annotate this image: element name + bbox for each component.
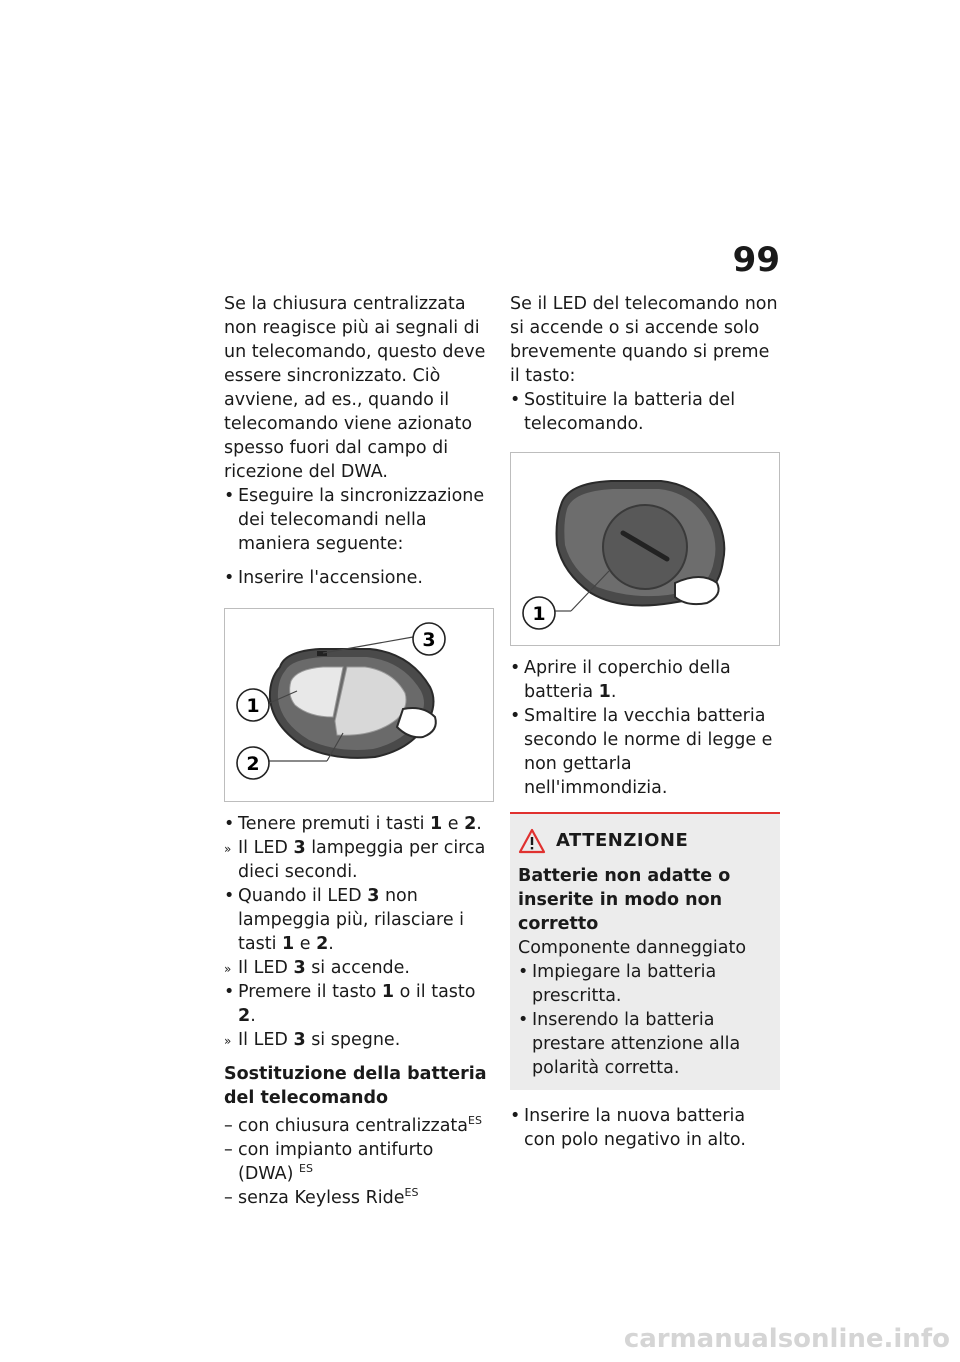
warning-title: ATTENZIONE: [556, 830, 689, 851]
key-fob-figure: [224, 608, 494, 802]
bullet-insert-battery: • Inserire la nuova batteria con polo negativo in alto.: [510, 1106, 746, 1150]
battery-cover-figure: [510, 452, 780, 646]
bullet-marker: »: [224, 1034, 232, 1048]
sync-steps: [224, 812, 490, 1052]
bullet-sync: • Eseguire la sincronizzazione dei telecomandi nella maniera seguente:: [224, 486, 485, 554]
bullet-open-cover: • Aprire il coperchio della batteria 1.: [510, 658, 731, 702]
equipment-item: – con impianto antifurto (DWA) $^{ES}$: [224, 1140, 434, 1184]
bullet-marker: •: [224, 486, 235, 506]
led-shape: [317, 651, 327, 656]
equipment-item: – con chiusura centralizzata$^{ES}$: [224, 1114, 482, 1136]
result-item: » Il LED 3 si spegne.: [224, 1028, 490, 1052]
callout-1-label: 1: [246, 695, 260, 717]
step-item: • Premere il tasto 1 o il tasto 2.: [224, 982, 476, 1026]
intro-paragraph: Se la chiusura centralizzata non reagisce più ai segnali di un telecomando, questo deve essere sincronizzato. Ciò avviene, ad es., quando il telecomando viene azionato spesso fuori dal campo di ricezione del DWA.: [224, 294, 486, 482]
bullet-marker: •: [224, 886, 235, 906]
left-column: [224, 292, 490, 1210]
warning-consequence: Componente danneggiato: [518, 938, 747, 958]
callout-2-label: 2: [246, 753, 260, 775]
warning-triangle-icon: [518, 828, 546, 854]
watermark: carmanualsonline.info: [623, 1324, 950, 1354]
warning-box: [510, 812, 780, 1090]
bullet-marker: •: [224, 568, 235, 588]
result-item: » Il LED 3 si accende.: [224, 956, 490, 980]
bullet-ignition: • Inserire l'accensione.: [224, 568, 423, 588]
bullet-marker: •: [224, 982, 235, 1002]
bullet-replace: • Sostituire la batteria del telecomando.: [510, 390, 736, 434]
page-number: 99: [732, 240, 780, 280]
right-column: [510, 292, 780, 1152]
bullet-dispose: • Smaltire la vecchia batteria secondo le norme di legge e non gettarla nell'immondizia.: [510, 706, 773, 798]
step-item: • Tenere premuti i tasti 1 e 2.: [224, 814, 482, 834]
bullet-marker: •: [224, 814, 235, 834]
warning-item: • Impiegare la batteria prescritta.: [518, 962, 717, 1006]
led-intro-paragraph: Se il LED del telecomando non si accende o si accende solo brevemente quando si preme il tasto:: [510, 294, 778, 386]
step-item: • Quando il LED 3 non lampeggia più, rilasciare i tasti 1 e 2.: [224, 886, 465, 954]
warning-subtitle: Batterie non adatte o inserite in modo non corretto: [518, 866, 731, 934]
equipment-item: – senza Keyless Ride$^{ES}$: [224, 1186, 419, 1208]
bullet-marker: »: [224, 842, 232, 856]
bullet-marker: »: [224, 962, 232, 976]
callout-1-label: 1: [532, 603, 546, 625]
equipment-list: [224, 1114, 490, 1210]
callout-3-label: 3: [422, 629, 436, 651]
warning-item: • Inserendo la batteria prestare attenzione alla polarità corretta.: [518, 1010, 741, 1078]
section-heading: Sostituzione della batteria del telecomando: [224, 1064, 487, 1108]
result-item: » Il LED 3 lampeggia per circa dieci secondi.: [224, 838, 486, 882]
